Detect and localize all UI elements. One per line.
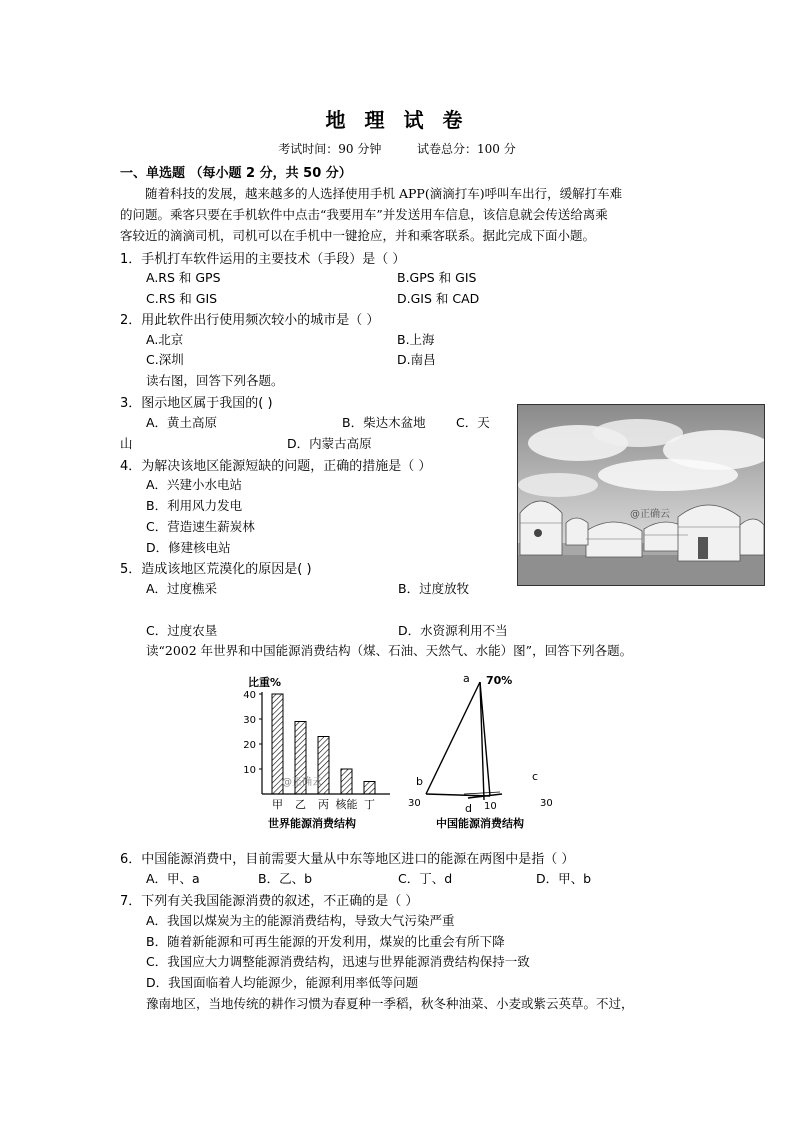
q3-option-c-part1: C．天 [456, 415, 490, 430]
q1-option-c: C.RS 和 GIS [146, 291, 218, 306]
q4-option-a: A．兴建小水电站 [146, 477, 243, 492]
q3-stem: 3．图示地区属于我国的( ) [120, 396, 273, 411]
q4-stem: 4．为解决该地区能源短缺的问题，正确的措施是（ ） [120, 459, 432, 474]
q6-option-c: C．丁、d [398, 871, 453, 886]
q5-stem: 5．造成该地区荒漠化的原因是( ) [120, 562, 312, 577]
point-d-label: d [465, 802, 472, 815]
q4-option-d: D．修建核电站 [146, 540, 231, 555]
q4-option-b: B．利用风力发电 [146, 498, 243, 513]
next-passage-line: 豫南地区，当地传统的耕作习惯为春夏种一季稻，秋冬种油菜、小麦或紫云英草。不过， [146, 996, 634, 1011]
q6-option-b: B．乙、b [258, 871, 313, 886]
q1-option-a: A.RS 和 GPS [146, 270, 221, 285]
chart-watermark: @正确云 [282, 777, 322, 788]
q2-option-b: B.上海 [397, 332, 435, 347]
category-label: 核能 [335, 798, 358, 811]
tick-left-30: 30 [408, 798, 421, 809]
intro-line-1: 随着科技的发展，越来越多的人选择使用手机 APP(滴滴打车)呼叫车出行，缓解打车难 [145, 186, 623, 201]
q7-option-a: A．我国以煤炭为主的能源消费结构，导致大气污染严重 [146, 913, 455, 928]
section-heading: 一、单选题 （每小题 2 分，共 50 分） [120, 166, 352, 181]
q6-option-d: D．甲、b [536, 871, 592, 886]
q2-option-a: A.北京 [146, 332, 184, 347]
q3-option-c-part2: 山 [120, 436, 133, 451]
world-chart-title: 世界能源消费结构 [268, 817, 356, 830]
category-label: 丙 [318, 798, 329, 811]
q7-option-c: C．我国应大力调整能源消费结构，迅速与世界能源消费结构保持一致 [146, 954, 530, 969]
y-tick-label: 10 [243, 765, 256, 776]
world-chart-ylabel: 比重% [248, 676, 282, 689]
read-chart-prompt: 读“2002 年世界和中国能源消费结构（煤、石油、天然气、水能）图”，回答下列各题。 [146, 643, 633, 658]
q3-option-b: B．柴达木盆地 [342, 415, 426, 430]
intro-line-2: 的问题。乘客只要在手机软件中点击“我要用车”并发送用车信息，该信息就会传送给离乘 [120, 207, 608, 222]
china-chart-title: 中国能源消费结构 [436, 817, 524, 830]
point-c-label: c [532, 770, 539, 783]
yurt-photo [517, 404, 765, 586]
page-title: 地 理 试 卷 [325, 108, 469, 132]
y-tick-label: 20 [243, 740, 256, 751]
q3-option-a: A．黄土高原 [146, 415, 218, 430]
point-a-label: a [463, 672, 470, 685]
q2-option-c: C.深圳 [146, 352, 184, 367]
exam-info [0, 140, 794, 157]
yurt-photo-drawing [518, 405, 764, 585]
y-tick-label: 30 [243, 715, 256, 726]
q6-stem: 6．中国能源消费中，目前需要大量从中东等地区进口的能源在两图中是指（ ） [120, 852, 575, 867]
q1-option-b: B.GPS 和 GIS [397, 270, 477, 285]
q7-option-b: B．随着新能源和可再生能源的开发利用，煤炭的比重会有所下降 [146, 934, 505, 949]
q4-option-c: C．营造速生薪炭林 [146, 519, 255, 534]
world-energy-chart [230, 672, 395, 836]
bar-3 [341, 769, 352, 794]
q2-stem: 2．用此软件出行使用频次较小的城市是（ ） [120, 313, 380, 328]
tick-right-30: 30 [540, 798, 553, 809]
ternary-edge-ba [426, 682, 480, 794]
q2-option-d: D.南昌 [397, 352, 436, 367]
category-label: 乙 [295, 798, 306, 811]
exam-score: 试卷总分：100 分 [417, 142, 516, 156]
q5-option-d: D．水资源利用不当 [398, 623, 508, 638]
q3-option-d: D．内蒙古高原 [287, 436, 372, 451]
top-percent-label: 70% [486, 674, 513, 687]
q5-option-b: B．过度放牧 [398, 581, 470, 596]
q6-option-a: A．甲、a [146, 871, 200, 886]
photo-watermark: @正确云 [630, 509, 670, 520]
ternary-base-line-2 [464, 792, 500, 794]
exam-time: 考试时间：90 分钟 [278, 142, 382, 156]
bar-4 [364, 782, 375, 795]
q7-option-d: D．我国面临着人均能源少，能源利用率低等问题 [146, 975, 419, 990]
y-tick-label: 40 [243, 690, 256, 701]
category-label: 丁 [364, 798, 375, 811]
tick-bottom-10: 10 [484, 801, 497, 812]
q5-option-a: A．过度樵采 [146, 581, 218, 596]
china-energy-chart [404, 668, 564, 836]
q1-option-d: D.GIS 和 CAD [397, 291, 480, 306]
point-b-label: b [416, 775, 423, 788]
q7-stem: 7．下列有关我国能源消费的叙述，不正确的是（ ） [120, 894, 419, 909]
intro-line-3: 客较近的滴滴司机，司机可以在手机中一键抢应，并和乘客联系。据此完成下面小题。 [120, 228, 596, 243]
category-label: 甲 [272, 798, 283, 811]
ternary-edge-bd [426, 794, 490, 796]
q1-stem: 1．手机打车软件运用的主要技术（手段）是（ ） [120, 252, 406, 267]
q5-option-c: C．过度农垦 [146, 623, 218, 638]
read-right-prompt: 读右图，回答下列各题。 [146, 373, 284, 388]
